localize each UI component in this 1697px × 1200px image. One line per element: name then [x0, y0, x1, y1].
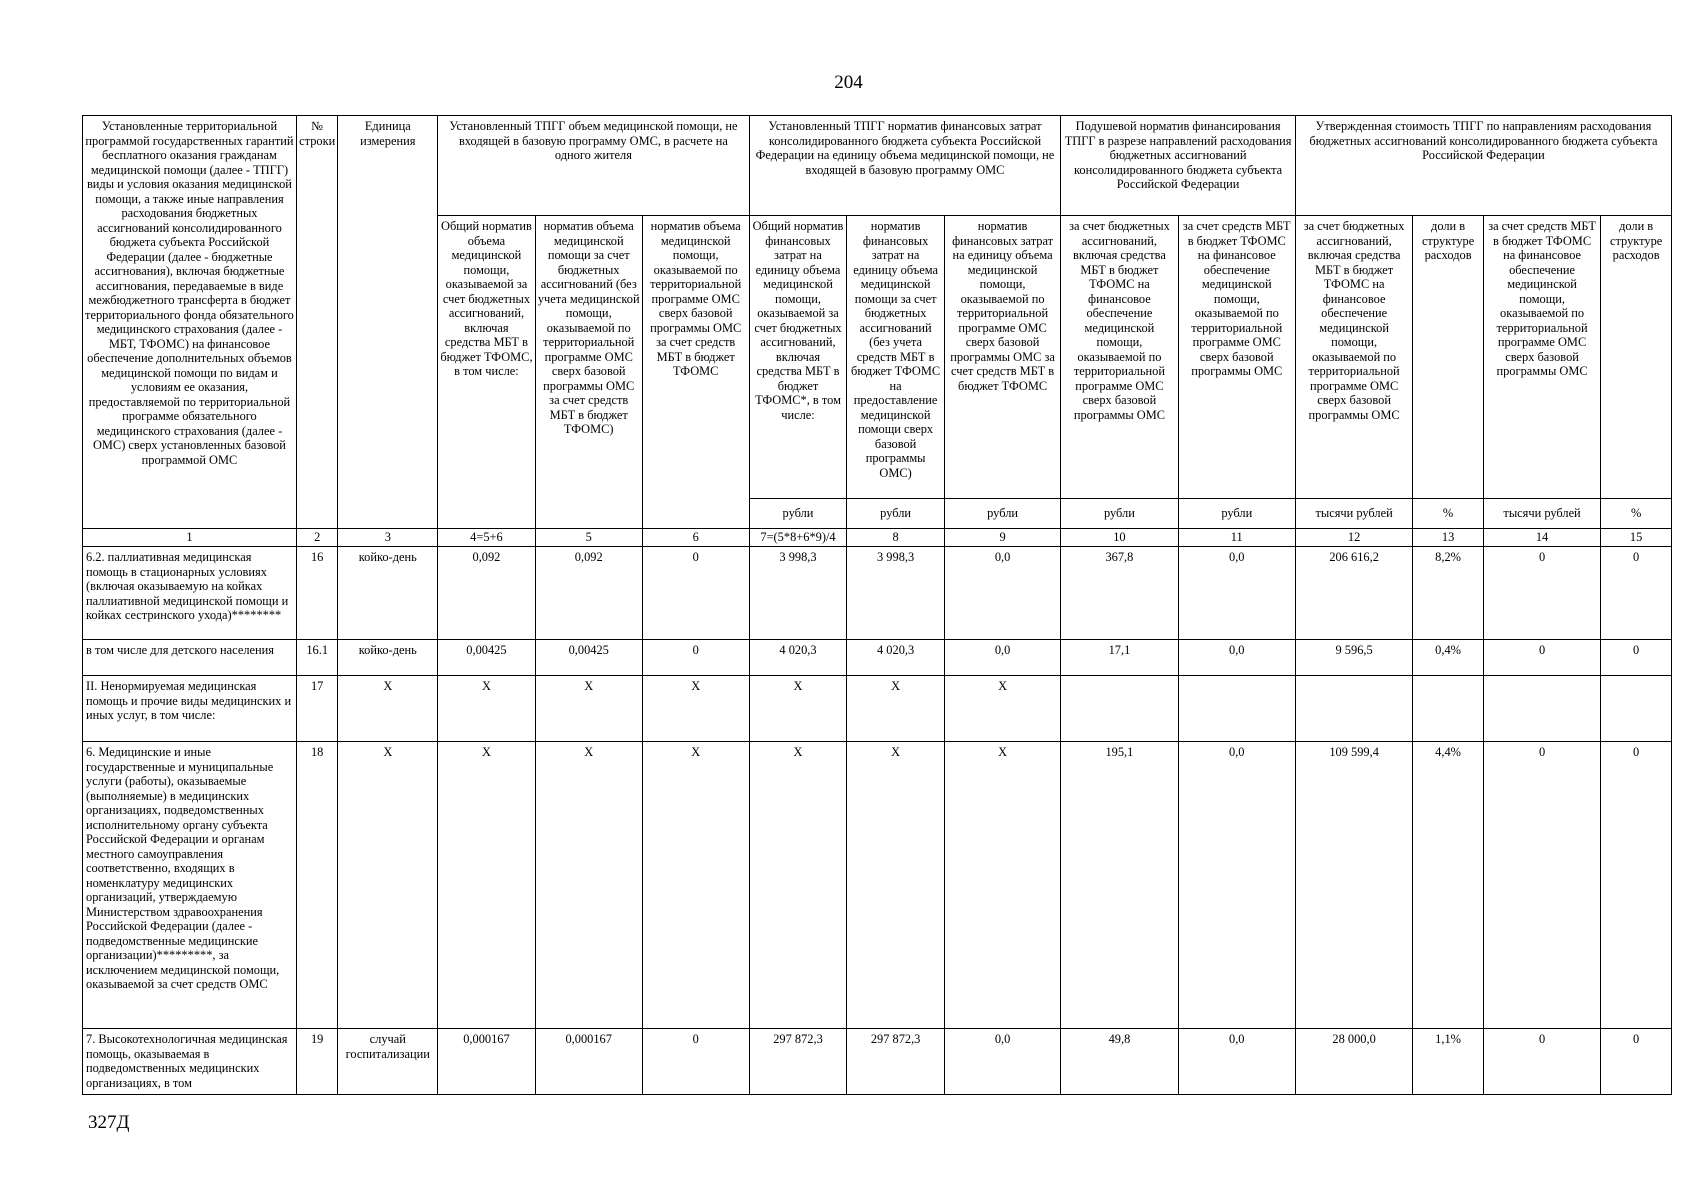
header-sub15: доли в структуре расходов	[1601, 216, 1672, 499]
unit-u12: тысячи рублей	[1295, 499, 1412, 529]
table-cell: 0	[642, 547, 749, 640]
table-cell: 18	[296, 742, 338, 1029]
column-number: 9	[944, 529, 1060, 547]
header-col2: № строки	[296, 116, 338, 529]
table-cell: 0	[1601, 742, 1672, 1029]
page-number: 204	[834, 72, 863, 93]
table-cell: 0,0	[1178, 547, 1295, 640]
table-cell: X	[338, 742, 438, 1029]
header-group-volume: Установленный ТПГГ объем медицинской помощи, не входящей в базовую программу ОМС, в расчете на одного жителя	[438, 116, 750, 216]
column-number: 11	[1178, 529, 1295, 547]
table-cell: койко-день	[338, 640, 438, 676]
table-cell: случай госпитализации	[338, 1029, 438, 1095]
table-cell: X	[944, 742, 1060, 1029]
table-row	[83, 640, 1672, 676]
table-cell: 49,8	[1061, 1029, 1178, 1095]
table-cell: X	[847, 676, 945, 742]
column-number: 4=5+6	[438, 529, 536, 547]
column-number: 13	[1413, 529, 1484, 547]
header-sub13: доли в структуре расходов	[1413, 216, 1484, 499]
table-cell: X	[944, 676, 1060, 742]
table-cell: 0	[642, 640, 749, 676]
document-code: 327Д	[88, 1112, 130, 1133]
header-sub4: Общий норматив объема медицинской помощи, оказываемой за счет бюджетных ассигнований, включая средства МБТ в бюджет ТФОМС, в том числе:	[438, 216, 536, 529]
column-number-row	[83, 529, 1672, 547]
table-cell: X	[847, 742, 945, 1029]
table-cell: койко-день	[338, 547, 438, 640]
unit-u15: %	[1601, 499, 1672, 529]
header-sub12: за счет бюджетных ассигнований, включая средства МБТ в бюджет ТФОМС на финансовое обеспечение медицинской помощи, оказываемой по территориальной программе ОМС сверх базовой программы ОМС	[1295, 216, 1412, 499]
header-col3: Единица измерения	[338, 116, 438, 529]
column-number: 6	[642, 529, 749, 547]
table-cell: 8,2%	[1413, 547, 1484, 640]
table-cell	[1483, 676, 1600, 742]
table-cell: X	[438, 742, 536, 1029]
table-cell: 0,000167	[535, 1029, 642, 1095]
header-sub14: за счет средств МБТ в бюджет ТФОМС на финансовое обеспечение медицинской помощи, оказываемой по территориальной программе ОМС сверх базовой программы ОМС	[1483, 216, 1600, 499]
table-cell: 19	[296, 1029, 338, 1095]
column-number: 8	[847, 529, 945, 547]
table-cell: 0,0	[944, 547, 1060, 640]
table-cell: 0,092	[535, 547, 642, 640]
table-cell: 297 872,3	[847, 1029, 945, 1095]
table-cell: X	[338, 676, 438, 742]
table-cell: 28 000,0	[1295, 1029, 1412, 1095]
column-number: 1	[83, 529, 297, 547]
table-cell	[1178, 676, 1295, 742]
table-row	[83, 547, 1672, 640]
table-cell: 0,00425	[438, 640, 536, 676]
table-cell: X	[535, 742, 642, 1029]
table-cell: X	[535, 676, 642, 742]
header-sub6: норматив объема медицинской помощи, оказываемой по территориальной программе ОМС сверх базовой программы ОМС за счет средств МБТ в бюджет ТФОМС	[642, 216, 749, 529]
row-label: 6. Медицинские и иные государственные и муниципальные услуги (работы), оказываемые (выполняемые) в медицинских организациях, подведомственных исполнительному органу субъекта Российской Федерации и органам местного самоуправления соответственно, входящих в номенклатуру медицинских организаций, утверждаемую Министерством здравоохранения Российской Федерации (далее - подведомственные медицинские организации)*********, за исключением медицинской помощи, оказываемой за счет средств ОМС	[83, 742, 297, 1029]
column-number: 5	[535, 529, 642, 547]
table-row	[83, 1029, 1672, 1095]
column-number: 2	[296, 529, 338, 547]
table-cell: X	[642, 676, 749, 742]
table-cell: 0	[1601, 640, 1672, 676]
header-sub9: норматив финансовых затрат на единицу объема медицинской помощи, оказываемой по территориальной программе ОМС сверх базовой программы ОМС за счет средств МБТ в бюджет ТФОМС	[944, 216, 1060, 499]
table-cell: 367,8	[1061, 547, 1178, 640]
table-cell: 206 616,2	[1295, 547, 1412, 640]
unit-u10: рубли	[1061, 499, 1178, 529]
table-cell: 4,4%	[1413, 742, 1484, 1029]
table-cell: 4 020,3	[749, 640, 847, 676]
table-cell: 0	[1483, 547, 1600, 640]
table-cell: X	[438, 676, 536, 742]
header-sub11: за счет средств МБТ в бюджет ТФОМС на финансовое обеспечение медицинской помощи, оказываемой по территориальной программе ОМС сверх базовой программы ОМС	[1178, 216, 1295, 499]
table-cell	[1061, 676, 1178, 742]
table-row	[83, 676, 1672, 742]
table-cell: 9 596,5	[1295, 640, 1412, 676]
table-cell: 17,1	[1061, 640, 1178, 676]
table-cell: 0,092	[438, 547, 536, 640]
table-cell: 17	[296, 676, 338, 742]
table-cell: 0	[1601, 547, 1672, 640]
table-cell: 0,0	[1178, 640, 1295, 676]
table-cell: 109 599,4	[1295, 742, 1412, 1029]
header-row-groups	[83, 116, 1672, 216]
row-label: 7. Высокотехнологичная медицинская помощь, оказываемая в подведомственных медицинских организациях, в том	[83, 1029, 297, 1095]
column-number: 12	[1295, 529, 1412, 547]
column-number: 15	[1601, 529, 1672, 547]
unit-u13: %	[1413, 499, 1484, 529]
table-cell: 0,000167	[438, 1029, 536, 1095]
table-cell	[1295, 676, 1412, 742]
table-cell: 0,0	[1178, 742, 1295, 1029]
table-cell: 0	[1483, 1029, 1600, 1095]
table-cell: 0,0	[1178, 1029, 1295, 1095]
column-number: 14	[1483, 529, 1600, 547]
table-cell: 0,00425	[535, 640, 642, 676]
unit-u11: рубли	[1178, 499, 1295, 529]
table-cell: 0,0	[944, 640, 1060, 676]
row-label: II. Ненормируемая медицинская помощь и прочие виды медицинских и иных услуг, в том числе:	[83, 676, 297, 742]
column-number: 10	[1061, 529, 1178, 547]
table-row	[83, 742, 1672, 1029]
unit-u9: рубли	[944, 499, 1060, 529]
table-cell: X	[749, 742, 847, 1029]
header-sub10: за счет бюджетных ассигнований, включая средства МБТ в бюджет ТФОМС на финансовое обеспечение медицинской помощи, оказываемой по территориальной программе ОМС сверх базовой программы ОМС	[1061, 216, 1178, 499]
table-cell: 16.1	[296, 640, 338, 676]
table-cell: 195,1	[1061, 742, 1178, 1029]
header-group-percapita: Подушевой норматив финансирования ТПГГ в разрезе направлений расходования бюджетных ассигнований консолидированного бюджета субъекта Российской Федерации	[1061, 116, 1296, 216]
header-sub8: норматив финансовых затрат на единицу объема медицинской помощи за счет бюджетных ассигнований (без учета средств МБТ в бюджет ТФОМС на предоставление медицинской помощи сверх базовой программы ОМС)	[847, 216, 945, 499]
table-cell: X	[749, 676, 847, 742]
header-sub5: норматив объема медицинской помощи за счет бюджетных ассигнований (без учета медицинской помощи, оказываемой по территориальной программе ОМС сверх базовой программы ОМС за счет средств МБТ в бюджет ТФОМС)	[535, 216, 642, 529]
row-label: в том числе для детского населения	[83, 640, 297, 676]
unit-u14: тысячи рублей	[1483, 499, 1600, 529]
table-cell	[1601, 676, 1672, 742]
header-group-norm: Установленный ТПГГ норматив финансовых затрат консолидированного бюджета субъекта Российской Федерации на единицу объема медицинской помощи, не входящей в базовую программу ОМС	[749, 116, 1061, 216]
unit-u7: рубли	[749, 499, 847, 529]
row-label: 6.2. паллиативная медицинская помощь в стационарных условиях (включая оказываемую на койках паллиативной медицинской помощи и койках сестринского ухода)********	[83, 547, 297, 640]
table-cell: 0	[1601, 1029, 1672, 1095]
header-sub7: Общий норматив финансовых затрат на единицу объема медицинской помощи, оказываемой за счет бюджетных ассигнований, включая средства МБТ в бюджет ТФОМС*, в том числе:	[749, 216, 847, 499]
table-cell: 297 872,3	[749, 1029, 847, 1095]
table-cell: 4 020,3	[847, 640, 945, 676]
table-cell: 0	[1483, 640, 1600, 676]
table-cell: 3 998,3	[749, 547, 847, 640]
header-col1: Установленные территориальной программой государственных гарантий бесплатного оказания гражданам медицинской помощи (далее - ТПГГ) виды и условия оказания медицинской помощи, а также иные направления расходования бюджетных ассигнований консолидированного бюджета субъекта Российской Федерации (далее - бюджетные ассигнования), включая бюджетные ассигнования, передаваемые в виде межбюджетного трансферта в бюджет территориального фонда обязательного медицинского страхования (далее - МБТ, ТФОМС) на финансовое обеспечение дополнительных объемов медицинской помощи по видам и условиям ее оказания, предоставляемой по территориальной программе обязательного медицинского страхования (далее - ОМС) сверх установленных базовой программой ОМС	[83, 116, 297, 529]
table-cell: 16	[296, 547, 338, 640]
table-cell: 1,1%	[1413, 1029, 1484, 1095]
table-cell: X	[642, 742, 749, 1029]
table-cell: 0,4%	[1413, 640, 1484, 676]
column-number: 7=(5*8+6*9)/4	[749, 529, 847, 547]
unit-u8: рубли	[847, 499, 945, 529]
header-group-cost: Утвержденная стоимость ТПГГ по направлениям расходования бюджетных ассигнований консолидированного бюджета субъекта Российской Федерации	[1295, 116, 1671, 216]
table-cell: 0	[1483, 742, 1600, 1029]
table-cell: 0,0	[944, 1029, 1060, 1095]
financing-table	[82, 115, 1672, 1095]
table-cell: 0	[642, 1029, 749, 1095]
table-cell: 3 998,3	[847, 547, 945, 640]
table-cell	[1413, 676, 1484, 742]
column-number: 3	[338, 529, 438, 547]
